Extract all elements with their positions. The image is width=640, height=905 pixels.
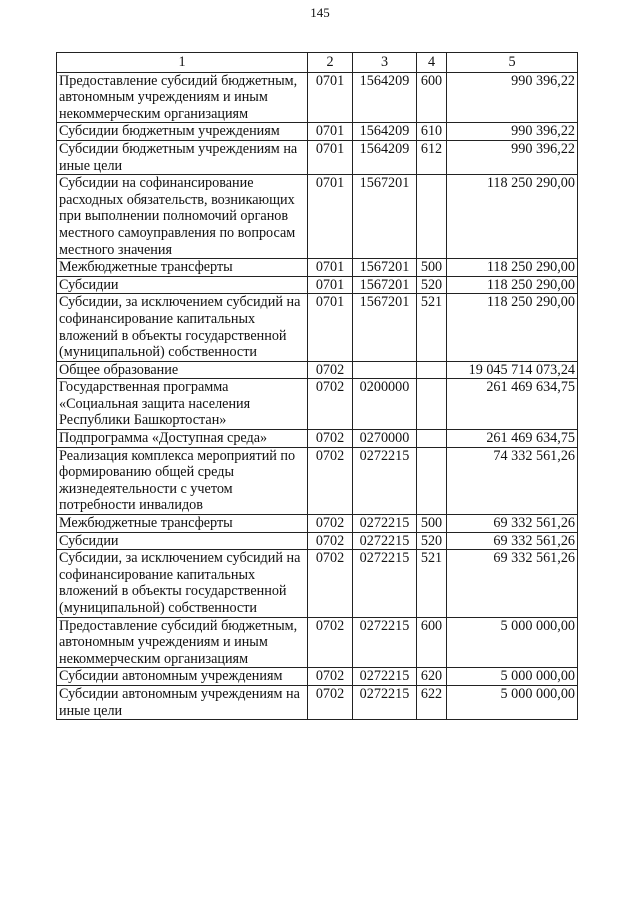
- row-section-code-cell: 0702: [308, 532, 353, 550]
- row-amount-cell: 261 469 634,75: [447, 430, 578, 448]
- column-header: 1: [57, 53, 308, 73]
- row-target-code-cell: 0200000: [353, 379, 417, 430]
- row-expense-type-cell: 521: [417, 550, 447, 617]
- row-amount-cell: 69 332 561,26: [447, 532, 578, 550]
- table-row: [57, 72, 578, 123]
- row-expense-type-cell: 500: [417, 515, 447, 533]
- row-amount-cell: 990 396,22: [447, 72, 578, 123]
- row-name-cell: Субсидии бюджетным учреждениям на иные цели: [57, 140, 308, 174]
- row-target-code-cell: 0272215: [353, 668, 417, 686]
- table-row: [57, 515, 578, 533]
- row-target-code-cell: 1564209: [353, 140, 417, 174]
- row-section-code-cell: 0701: [308, 140, 353, 174]
- table-row: [57, 123, 578, 141]
- page-number: 145: [310, 5, 330, 20]
- budget-table: [56, 52, 578, 720]
- row-name-cell: Подпрограмма «Доступная среда»: [57, 430, 308, 448]
- row-name-cell: Реализация комплекса мероприятий по формированию общей среды жизнедеятельности с учетом потребности инвалидов: [57, 447, 308, 514]
- row-name-cell: Субсидии автономным учреждениям: [57, 668, 308, 686]
- table-row: [57, 140, 578, 174]
- row-expense-type-cell: 622: [417, 685, 447, 719]
- row-name-cell: Субсидии, за исключением субсидий на софинансирование капитальных вложений в объекты государственной (муниципальной) собственности: [57, 550, 308, 617]
- row-target-code-cell: 0270000: [353, 430, 417, 448]
- row-target-code-cell: 0272215: [353, 447, 417, 514]
- row-target-code-cell: 0272215: [353, 532, 417, 550]
- table-row: [57, 361, 578, 379]
- row-target-code-cell: 0272215: [353, 515, 417, 533]
- row-section-code-cell: 0702: [308, 515, 353, 533]
- row-section-code-cell: 0701: [308, 294, 353, 361]
- table-header-row: [57, 53, 578, 73]
- table-row: [57, 668, 578, 686]
- column-header: 4: [417, 53, 447, 73]
- table-row: [57, 259, 578, 277]
- row-amount-cell: 118 250 290,00: [447, 276, 578, 294]
- row-expense-type-cell: [417, 361, 447, 379]
- row-section-code-cell: 0702: [308, 617, 353, 668]
- row-section-code-cell: 0701: [308, 175, 353, 259]
- row-expense-type-cell: 620: [417, 668, 447, 686]
- row-section-code-cell: 0701: [308, 72, 353, 123]
- row-name-cell: Субсидии: [57, 276, 308, 294]
- row-expense-type-cell: 600: [417, 72, 447, 123]
- row-amount-cell: 5 000 000,00: [447, 668, 578, 686]
- table-row: [57, 175, 578, 259]
- row-section-code-cell: 0702: [308, 361, 353, 379]
- row-name-cell: Субсидии: [57, 532, 308, 550]
- row-section-code-cell: 0702: [308, 447, 353, 514]
- row-amount-cell: 990 396,22: [447, 123, 578, 141]
- row-amount-cell: 69 332 561,26: [447, 515, 578, 533]
- row-target-code-cell: 1567201: [353, 175, 417, 259]
- row-name-cell: Субсидии автономным учреждениям на иные цели: [57, 685, 308, 719]
- row-section-code-cell: 0702: [308, 668, 353, 686]
- row-amount-cell: 5 000 000,00: [447, 685, 578, 719]
- row-expense-type-cell: [417, 430, 447, 448]
- row-expense-type-cell: 600: [417, 617, 447, 668]
- row-target-code-cell: 1567201: [353, 294, 417, 361]
- row-name-cell: Предоставление субсидий бюджетным, автономным учреждениям и иным некоммерческим организациям: [57, 72, 308, 123]
- row-target-code-cell: 1567201: [353, 259, 417, 277]
- row-amount-cell: 261 469 634,75: [447, 379, 578, 430]
- row-section-code-cell: 0702: [308, 430, 353, 448]
- row-name-cell: Государственная программа «Социальная защита населения Республики Башкортостан»: [57, 379, 308, 430]
- row-target-code-cell: [353, 361, 417, 379]
- table-row: [57, 379, 578, 430]
- row-expense-type-cell: 520: [417, 532, 447, 550]
- row-amount-cell: 118 250 290,00: [447, 294, 578, 361]
- row-expense-type-cell: 520: [417, 276, 447, 294]
- row-expense-type-cell: [417, 379, 447, 430]
- table-row: [57, 617, 578, 668]
- row-section-code-cell: 0701: [308, 123, 353, 141]
- column-header: 5: [447, 53, 578, 73]
- row-section-code-cell: 0702: [308, 379, 353, 430]
- row-target-code-cell: 0272215: [353, 550, 417, 617]
- row-expense-type-cell: 610: [417, 123, 447, 141]
- row-expense-type-cell: [417, 175, 447, 259]
- row-amount-cell: 118 250 290,00: [447, 175, 578, 259]
- table-row: [57, 430, 578, 448]
- row-expense-type-cell: 521: [417, 294, 447, 361]
- row-target-code-cell: 1567201: [353, 276, 417, 294]
- row-name-cell: Общее образование: [57, 361, 308, 379]
- row-section-code-cell: 0702: [308, 685, 353, 719]
- table-row: [57, 532, 578, 550]
- row-amount-cell: 74 332 561,26: [447, 447, 578, 514]
- row-name-cell: Предоставление субсидий бюджетным, автономным учреждениям и иным некоммерческим организациям: [57, 617, 308, 668]
- table-row: [57, 685, 578, 719]
- row-amount-cell: 990 396,22: [447, 140, 578, 174]
- table-row: [57, 447, 578, 514]
- row-amount-cell: 19 045 714 073,24: [447, 361, 578, 379]
- table-row: [57, 550, 578, 617]
- row-name-cell: Межбюджетные трансферты: [57, 515, 308, 533]
- row-name-cell: Субсидии бюджетным учреждениям: [57, 123, 308, 141]
- row-target-code-cell: 1564209: [353, 72, 417, 123]
- row-name-cell: Субсидии на софинансирование расходных обязательств, возникающих при выполнении полномочий органов местного самоуправления по вопросам местного значения: [57, 175, 308, 259]
- row-name-cell: Субсидии, за исключением субсидий на софинансирование капитальных вложений в объекты государственной (муниципальной) собственности: [57, 294, 308, 361]
- row-expense-type-cell: 612: [417, 140, 447, 174]
- column-header: 3: [353, 53, 417, 73]
- row-target-code-cell: 0272215: [353, 617, 417, 668]
- row-amount-cell: 69 332 561,26: [447, 550, 578, 617]
- row-section-code-cell: 0702: [308, 550, 353, 617]
- row-section-code-cell: 0701: [308, 276, 353, 294]
- table-row: [57, 294, 578, 361]
- row-expense-type-cell: [417, 447, 447, 514]
- row-target-code-cell: 1564209: [353, 123, 417, 141]
- row-amount-cell: 118 250 290,00: [447, 259, 578, 277]
- row-expense-type-cell: 500: [417, 259, 447, 277]
- table-row: [57, 276, 578, 294]
- row-amount-cell: 5 000 000,00: [447, 617, 578, 668]
- row-target-code-cell: 0272215: [353, 685, 417, 719]
- column-header: 2: [308, 53, 353, 73]
- row-section-code-cell: 0701: [308, 259, 353, 277]
- row-name-cell: Межбюджетные трансферты: [57, 259, 308, 277]
